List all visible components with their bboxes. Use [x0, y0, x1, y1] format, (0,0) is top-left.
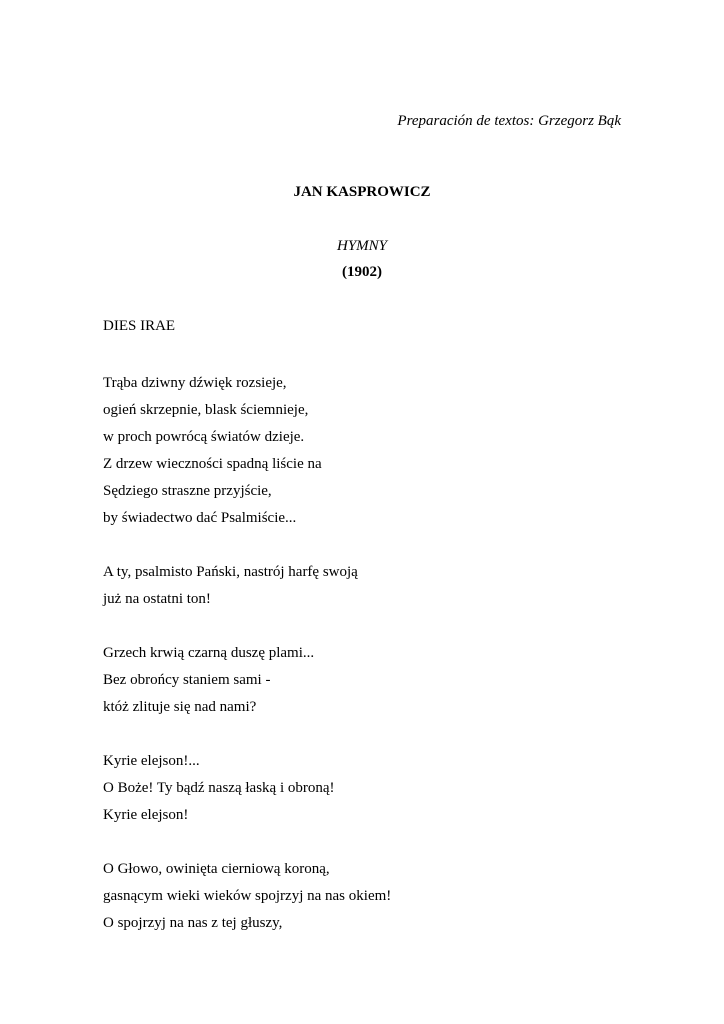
work-title: HYMNY [336, 238, 388, 254]
publication-year: (1902) [342, 264, 382, 280]
section-title: DIES IRAE [103, 318, 176, 334]
poem-line: Kyrie elejson! [103, 807, 189, 823]
poem-line: Trąba dziwny dźwięk rozsieje, [103, 375, 287, 391]
poem-body [103, 370, 663, 964]
poem-line: A ty, psalmisto Pański, nastrój harfę swoją [103, 564, 358, 580]
stanza [103, 370, 663, 532]
credit-line: Preparación de textos: Grzegorz Bąk [397, 113, 621, 129]
poem-line: Z drzew wieczności spadną liście na [103, 456, 322, 472]
poem-line: już na ostatni ton! [103, 591, 211, 607]
poem-line: by świadectwo dać Psalmiście... [103, 510, 297, 526]
poem-line: gasnącym wieki wieków spojrzyj na nas okiem! [103, 888, 392, 904]
poem-line: któż zlituje się nad nami? [103, 699, 257, 715]
poem-line: Grzech krwią czarną duszę plami... [103, 645, 315, 661]
stanza [103, 856, 663, 937]
stanza [103, 640, 663, 721]
poem-line: O Boże! Ty bądź naszą łaską i obroną! [103, 780, 335, 796]
poem-line: Bez obrońcy staniem sami - [103, 672, 271, 688]
stanza [103, 559, 663, 613]
poem-line: O spojrzyj na nas z tej głuszy, [103, 915, 283, 931]
author-name: JAN KASPROWICZ [293, 184, 431, 200]
poem-line: O Głowo, owinięta cierniową koroną, [103, 861, 330, 877]
stanza [103, 748, 663, 829]
poem-line: ogień skrzepnie, blask ściemnieje, [103, 402, 309, 418]
poem-line: w proch powrócą światów dzieje. [103, 429, 305, 445]
poem-line: Kyrie elejson!... [103, 753, 200, 769]
poem-line: Sędziego straszne przyjście, [103, 483, 272, 499]
